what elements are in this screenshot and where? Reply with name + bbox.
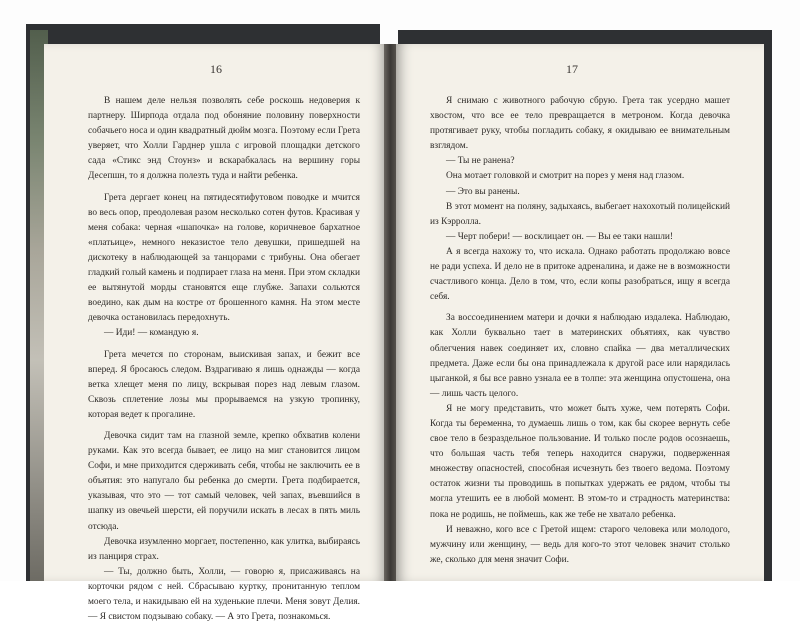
paragraph: Грета дергает конец на пятидесятифутовом поводке и мчится во весь опор, преодолевая разом несколько сотен футов. Красивая у меня собака: черная «шапочка» на голове, коричневое бархатное «платьице», немного неказистое тело девушки, пришедшей на дискотеку в наблюдающей за танцорами с трибуны. Она обегает гладкий голый камень и подпирает глаза на меня. При этом складки ее вытянутой морды становятся еще глубже. Запахи сольются воедино, как дым на костре от брошенного камня. На этом месте девочка остановилась передохнуть. xyxy=(88,192,360,324)
left-page xyxy=(44,44,386,623)
paragraph: Я не могу представить, что может быть хуже, чем потерять Софи. Когда ты беременна, то думаешь лишь о том, как бы скорее вернуть себе свое тело в безраздельное пользование. И только после родов осознаешь, что большая часть тебя теперь находится снаружи, подверженная множеству опасностей, способная исчезнуть без твоего ведома. Поэтому остаток жизни ты проводишь в попытках удержать ее рядом, чтобы ты могла утешить ее в любой момент. В этом-то и страдность материнства: пока не родишь, не поймешь, как же тебе не хватало ребенка. xyxy=(430,403,730,520)
paragraph: — Ты не ранена? xyxy=(446,156,515,167)
paragraph: Девочка сидит там на глазной земле, крепко обхватив колени руками. Как это всегда бывает, ее лицо на миг становится лицом Софи, и мне приходится сдерживать себя, чтобы не заключить ее в объятия: это напугало бы ребенка до смерти. Грета подбирается, указывая, что это — тот самый человек, чей запах, въевшийся в шапку из овечьей шерсти, ей поручили искать в лесах в пять миль отсюда. xyxy=(88,430,360,532)
paragraph: И неважно, кого все с Гретой ищем: старого человека или молодого, мужчину или женщину, — ведь для кого-то этот человек значит столько же, сколько для меня значит Софи. xyxy=(430,524,730,565)
page-number-right: 17 xyxy=(566,62,578,76)
paragraph: Девочка изумленно моргает, постепенно, как улитка, выбираясь из панциря страх. xyxy=(88,536,360,562)
right-page xyxy=(396,44,764,581)
right-page-text xyxy=(430,94,730,568)
page-number-left: 16 xyxy=(210,62,222,76)
paragraph: В нашем деле нельзя позволять себе роскошь недоверия к партнеру. Ширпода отдала под обоняние половину поверхности собачьего носа и один квадратный дюйм мозга. Поэтому если Грета уверяет, что Холли Гарднер ушла с игровой площадки детского сада «Стикс энд Стоунз» и вскарабкалась на вершину горы Десепшн, то я должна полезть туда и найти ребенка. xyxy=(88,96,360,182)
paragraph: — Черт побери! — восклицает он. — Вы ее таки нашли! xyxy=(446,231,674,242)
paragraph: За воссоединением матери и дочки я наблюдаю издалека. Наблюдаю, как Холли буквально тает в материнских объятиях, как чувство облегчения навек соединяет их, словно спайка — два металлических предмета. Даже если бы она принадлежала к другой расе или нарядилась цыганкой, я бы все равно узнала ее в толпе: эта женщина опустошена, она — лишь часть целого. xyxy=(430,313,730,399)
paragraph: В этот момент на поляну, задыхаясь, выбегает нахохотый полицейский из Кэрролла. xyxy=(430,201,730,227)
paragraph: — Ты, должно быть, Холли, — говорю я, присаживаясь на корточки рядом с ней. Сбрасываю куртку, пронитанную теплом моего тела, и накидываю ей на худенькие плечи. Меня зовут Делия. — Я свистом подзываю собаку. — А это Грета, познакомься. xyxy=(88,566,360,623)
paragraph: Грета мечется по сторонам, выискивая запах, и бежит все вперед. Я бросаюсь следом. Вздрагиваю я лишь однажды — когда ветка хлещет меня по лицу, вскрывая порез над левым глазом. Сквозь сплетение лозы мы прорываемся на узкую тропинку, которая ведет к прогалине. xyxy=(88,349,360,420)
paragraph: А я всегда нахожу то, что искала. Однако работать продолжаю вовсе не ради успеха. И дело не в притоке адреналина, и даже не в возможности счастливого конца. Дело в том, что, если копы разобраться, ищу я всегда себя. xyxy=(430,246,730,303)
paragraph: Она мотает головкой и смотрит на порез у меня над глазом. xyxy=(446,171,685,182)
paragraph: — Иди! — командую я. xyxy=(104,328,199,339)
paragraph: Я снимаю с животного рабочую сбрую. Грета так усердно машет хвостом, что все ее тело превращается в метроном. Когда девочка протягивает руку, чтобы погладить собаку, я окидываю ее внимательным взглядом. xyxy=(430,96,730,152)
left-page-text xyxy=(88,94,360,625)
paragraph: — Это вы ранены. xyxy=(446,186,520,197)
